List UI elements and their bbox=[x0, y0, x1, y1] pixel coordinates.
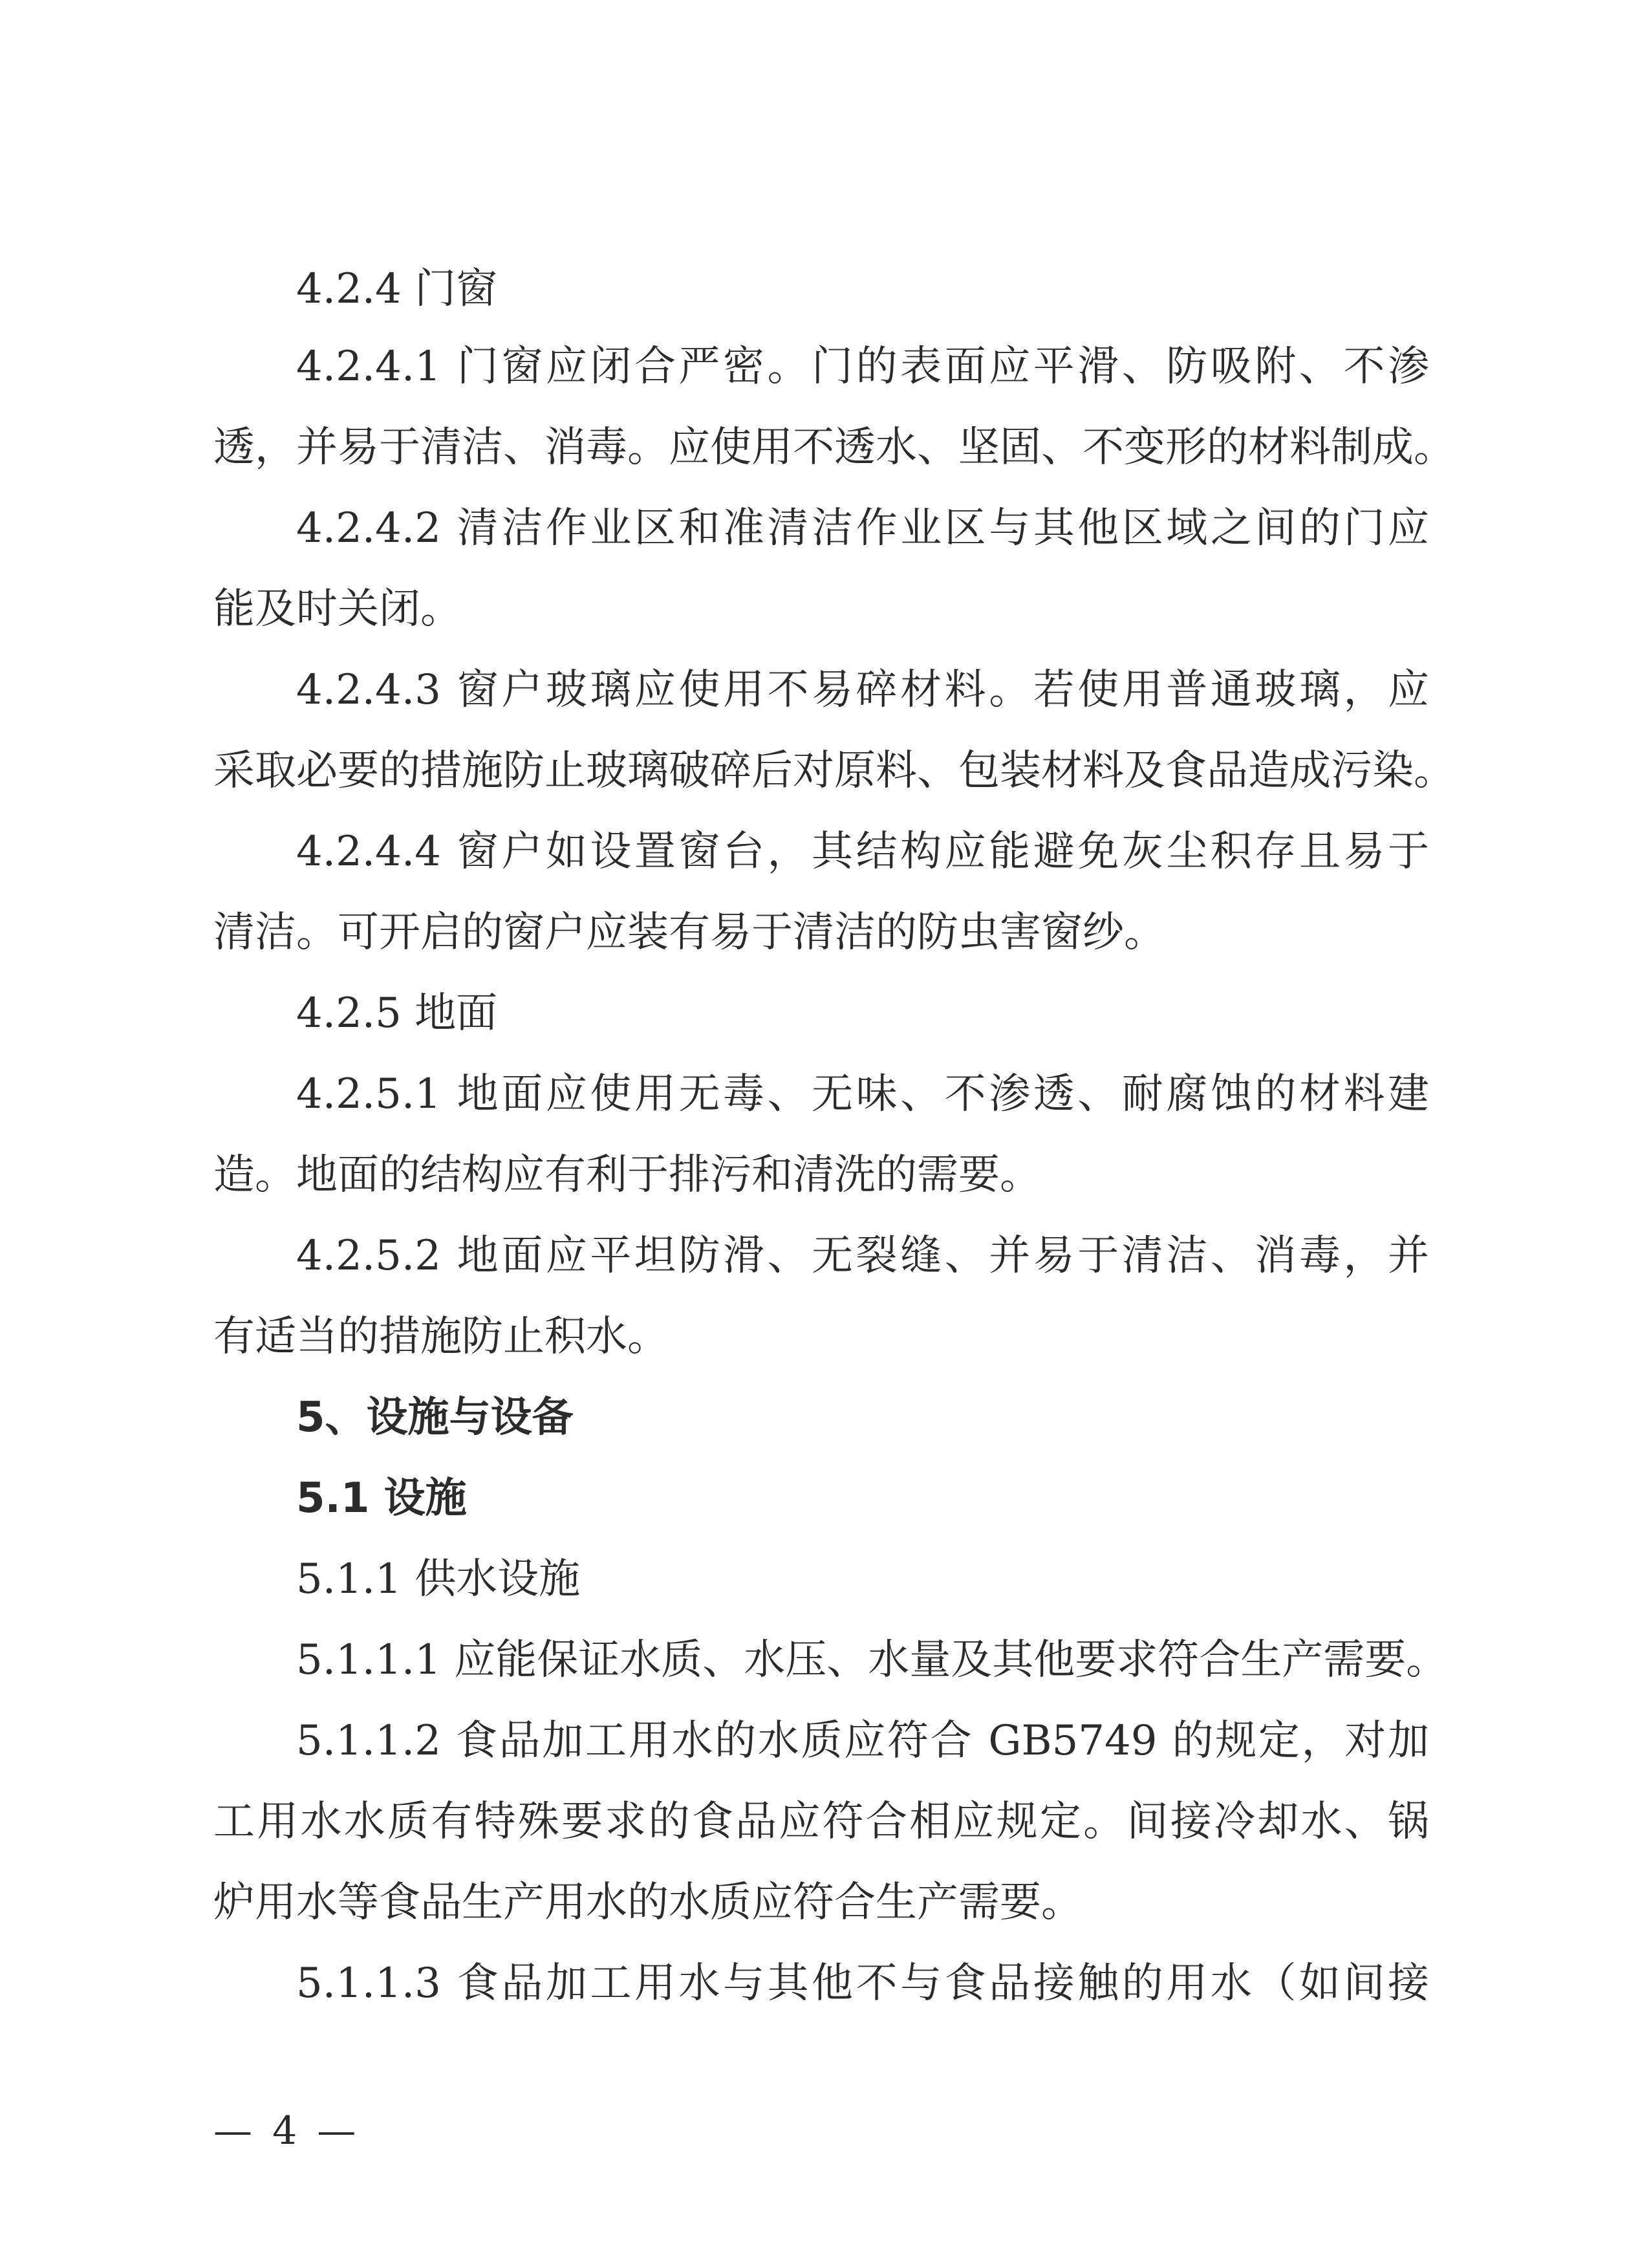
subsection-heading-5-1-1: 5.1.1 供水设施 bbox=[296, 1555, 581, 1603]
paragraph-4-2-4-2-line-1: 4.2.4.2 清洁作业区和准清洁作业区与其他区域之间的门应 bbox=[296, 504, 1429, 552]
paragraph-4-2-4-3-line-2: 采取必要的措施防止玻璃破碎后对原料、包装材料及食品造成污染。 bbox=[213, 747, 1455, 795]
section-heading-5-1: 5.1 设施 bbox=[296, 1474, 467, 1522]
paragraph-4-2-4-2-line-2: 能及时关闭。 bbox=[213, 585, 462, 633]
page-number: — 4 — bbox=[213, 2108, 360, 2154]
paragraph-4-2-5-1-line-2: 造。地面的结构应有利于排污和清洗的需要。 bbox=[213, 1151, 1041, 1199]
paragraph-4-2-4-1-line-1: 4.2.4.1 门窗应闭合严密。门的表面应平滑、防吸附、不渗 bbox=[296, 343, 1429, 391]
paragraph-4-2-4-3-line-1: 4.2.4.3 窗户玻璃应使用不易碎材料。若使用普通玻璃，应 bbox=[296, 666, 1429, 714]
paragraph-5-1-1-2-line-3: 炉用水等食品生产用水的水质应符合生产需要。 bbox=[213, 1879, 1083, 1927]
paragraph-4-2-5-1-line-1: 4.2.5.1 地面应使用无毒、无味、不渗透、耐腐蚀的材料建 bbox=[296, 1070, 1429, 1118]
subsection-heading-4-2-5: 4.2.5 地面 bbox=[296, 989, 498, 1037]
paragraph-4-2-4-4-line-1: 4.2.4.4 窗户如设置窗台，其结构应能避免灰尘积存且易于 bbox=[296, 828, 1429, 876]
section-heading-5: 5、设施与设备 bbox=[296, 1394, 574, 1442]
paragraph-4-2-5-2-line-1: 4.2.5.2 地面应平坦防滑、无裂缝、并易于清洁、消毒，并 bbox=[296, 1232, 1429, 1280]
paragraph-5-1-1-2-line-1: 5.1.1.2 食品加工用水的水质应符合 GB5749 的规定，对加 bbox=[296, 1717, 1429, 1765]
subsection-heading-4-2-4: 4.2.4 门窗 bbox=[296, 265, 498, 313]
paragraph-4-2-4-1-line-2: 透，并易于清洁、消毒。应使用不透水、坚固、不变形的材料制成。 bbox=[213, 424, 1455, 471]
paragraph-5-1-1-2-line-2: 工用水水质有特殊要求的食品应符合相应规定。间接冷却水、锅 bbox=[213, 1798, 1429, 1846]
paragraph-4-2-4-4-line-2: 清洁。可开启的窗户应装有易于清洁的防虫害窗纱。 bbox=[213, 909, 1165, 956]
paragraph-4-2-5-2-line-2: 有适当的措施防止积水。 bbox=[213, 1313, 669, 1361]
paragraph-5-1-1-1: 5.1.1.1 应能保证水质、水压、水量及其他要求符合生产需要。 bbox=[296, 1636, 1448, 1684]
paragraph-5-1-1-3-line-1: 5.1.1.3 食品加工用水与其他不与食品接触的用水（如间接 bbox=[296, 1960, 1429, 2007]
